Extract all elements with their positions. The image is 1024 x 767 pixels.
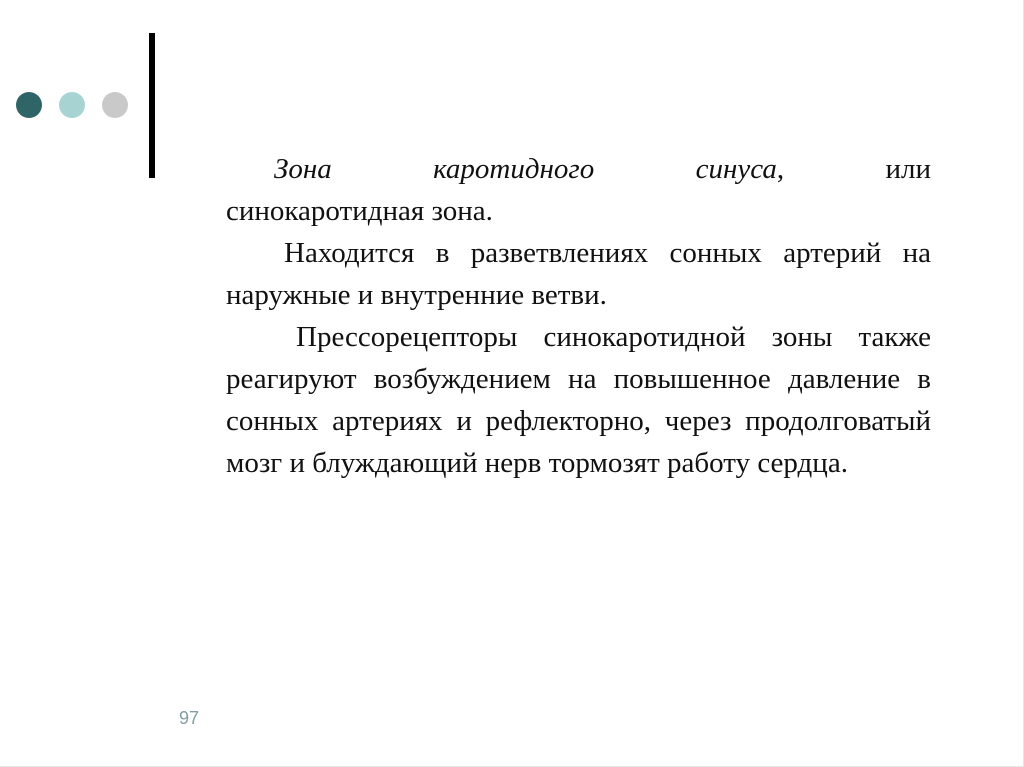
paragraph-location: Находится в разветвлениях сонных артерий на наружные и внутренние ветви. bbox=[226, 237, 931, 311]
vertical-divider bbox=[149, 33, 155, 178]
paragraph-zone-title-line2: синокаротидная зона. bbox=[226, 195, 493, 227]
paragraph-pressoreceptors: Прессорецепторы синокаротидной зоны также реагируют возбуждением на повышенное давление в сонных артериях и рефлекторно, через продолговатый мозг и блуждающий нерв тормозят работу сердца. bbox=[226, 321, 931, 479]
conjunction-word: или bbox=[885, 153, 931, 185]
decor-dot-teal bbox=[59, 92, 85, 118]
term-word-1: Зона bbox=[274, 153, 332, 185]
term-word-3-wrap bbox=[648, 148, 785, 190]
page-number: 97 bbox=[179, 708, 200, 728]
decor-dot-dark bbox=[16, 92, 42, 118]
paragraph-zone-title bbox=[226, 148, 931, 190]
slide-body bbox=[226, 148, 931, 484]
term-comma: , bbox=[776, 153, 785, 185]
term-word-3: синуса bbox=[695, 153, 777, 185]
term-word-2: каротидного bbox=[433, 153, 595, 185]
decor-dot-grey bbox=[102, 92, 128, 118]
title-line bbox=[226, 148, 931, 190]
